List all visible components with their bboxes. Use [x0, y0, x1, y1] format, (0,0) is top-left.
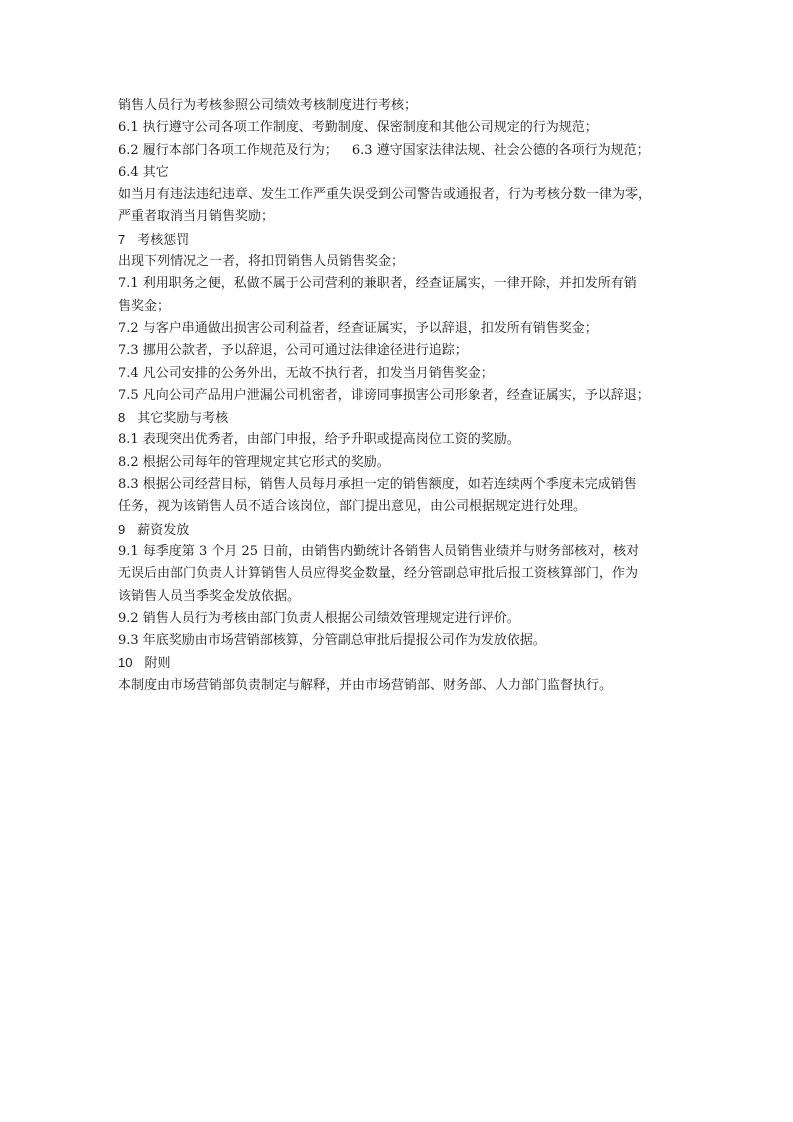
text-line: 8.1 表现突出优秀者，由部门申报，给予升职或提高岗位工资的奖励。 [118, 432, 520, 448]
text-line [118, 140, 678, 162]
text-line: 7.2 与客户串通做出损害公司利益者，经查证属实，予以辞退，扣发所有销售奖金； [118, 320, 598, 336]
text-line: 7.4 凡公司安排的公务外出，无故不执行者，扣发当月销售奖金； [118, 365, 494, 381]
text-line: 如当月有违法违纪违章、发生工作严重失误受到公司警告或通报者，行为考核分数一律为零， [118, 187, 652, 203]
text-line: 7.1 利用职务之便，私做不属于公司营利的兼职者，经查证属实，一律开除，并扣发所有销 [118, 276, 637, 292]
text-line: 无误后由部门负责人计算销售人员应得奖金数量，经分管副总审批后报工资核算部门，作为 [118, 566, 639, 582]
text-line: 6.1 执行遵守公司各项工作制度、考勤制度、保密制度和其他公司规定的行为规范； [118, 120, 598, 136]
document-body [118, 95, 678, 697]
section-title: 薪资发放 [137, 522, 190, 538]
text-line: 7.5 凡向公司产品用户泄漏公司机密者，诽谤同事损害公司形象者，经查证属实，予以辞退； [118, 387, 650, 403]
section-number: 7 [118, 231, 126, 247]
section-title: 其它奖励与考核 [137, 411, 229, 427]
text-line: 9.1 每季度第 3 个月 25 日前，由销售内勤统计各销售人员销售业绩并与财务部核对，核对 [118, 543, 640, 559]
section-heading [118, 229, 678, 251]
section-number: 10 [118, 655, 133, 671]
text-line: 6.4 其它 [118, 164, 169, 180]
text-line: 售奖金； [118, 298, 171, 314]
text-line: 8.2 根据公司每年的管理规定其它形式的奖励。 [118, 454, 390, 470]
text-line: 9.3 年底奖励由市场营销部核算，分管副总审批后提报公司作为发放依据。 [118, 633, 546, 649]
section-title: 考核惩罚 [137, 232, 190, 248]
section-heading [118, 519, 678, 541]
text-line: 7.3 挪用公款者，予以辞退，公司可通过法律途径进行追踪； [118, 343, 468, 359]
section-number: 9 [118, 521, 126, 537]
text-line: 8.3 根据公司经营目标，销售人员每月承担一定的销售额度，如若连续两个季度未完成销售 [118, 477, 637, 493]
text-segment: 6.3 遵守国家法律法规、社会公德的各项行为规范； [351, 142, 650, 158]
text-line: 销售人员行为考核参照公司绩效考核制度进行考核； [118, 98, 418, 113]
text-line: 出现下列情况之一者，将扣罚销售人员销售奖金； [118, 254, 405, 270]
section-number: 8 [118, 410, 126, 426]
text-line: 9.2 销售人员行为考核由部门负责人根据公司绩效管理规定进行评价。 [118, 610, 520, 626]
section-heading [118, 407, 678, 429]
text-line: 本制度由市场营销部负责制定与解释，并由市场营销部、财务部、人力部门监督执行。 [118, 677, 613, 693]
text-segment: 6.2 履行本部门各项工作规范及行为； [118, 142, 338, 158]
text-line: 任务，视为该销售人员不适合该岗位，部门提出意见，由公司根据规定进行处理。 [118, 499, 587, 515]
section-title: 附则 [144, 656, 171, 672]
text-line: 该销售人员当季奖金发放依据。 [118, 588, 301, 604]
text-line: 严重者取消当月销售奖励； [118, 209, 275, 225]
section-heading [118, 652, 678, 674]
